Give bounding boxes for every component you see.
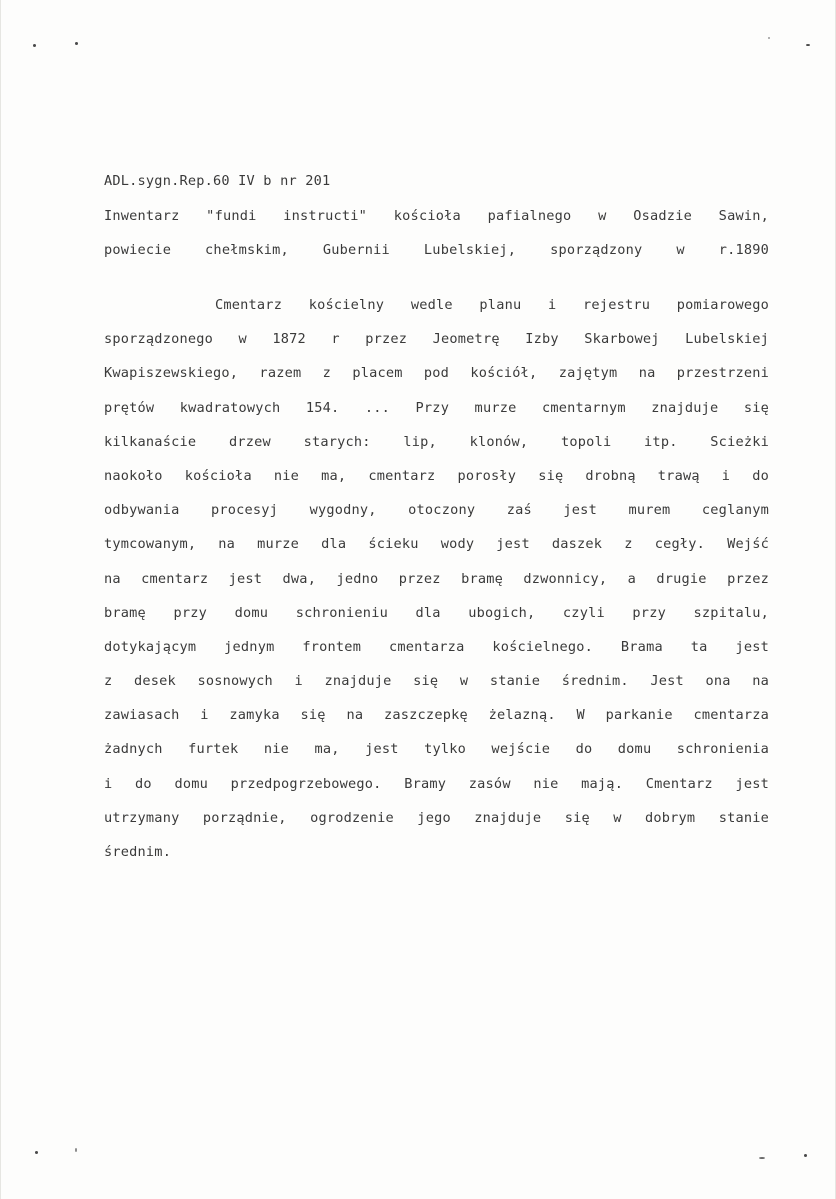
document-title-line: powiecie chełmskim, Gubernii Lubelskiej, sporządzony w r.1890 — [104, 242, 769, 258]
document-body — [104, 288, 769, 869]
scan-speck — [33, 44, 36, 47]
document-header — [104, 164, 769, 268]
body-line: tymcowanym, na murze dla ścieku wody jest daszek z cegły. Wejść — [104, 536, 769, 553]
archive-reference: ADL.sygn.Rep.60 IV b nr 201 — [104, 173, 331, 189]
body-line: bramę przy domu schronieniu dla ubogich, czyli przy szpitalu, — [104, 604, 769, 621]
body-line: zawiasach i zamyka się na zaszczepkę żelazną. W parkanie cmentarza — [104, 707, 769, 724]
body-line: sporządzonego w 1872 r przez Jeometrę Izby Skarbowej Lubelskiej — [104, 331, 769, 348]
body-line: kilkanaście drzew starych: lip, klonów, topoli itp. Scieżki — [104, 433, 769, 450]
body-line: dotykającym jednym frontem cmentarza kościelnego. Brama ta jest — [104, 638, 769, 655]
body-line: Kwapiszewskiego, razem z placem pod kościół, zajętym na przestrzeni — [104, 365, 769, 382]
scan-speck — [75, 42, 78, 45]
body-line: Cmentarz kościelny wedle planu i rejestru pomiarowego — [215, 297, 769, 313]
scan-speck — [806, 44, 810, 46]
body-line: prętów kwadratowych 154. ... Przy murze cmentarnym znajduje się — [104, 399, 769, 416]
body-line: żadnych furtek nie ma, jest tylko wejście do domu schronienia — [104, 741, 769, 758]
scan-speck — [759, 1157, 765, 1159]
body-line: naokoło kościoła nie ma, cmentarz porosły się drobną trawą i do — [104, 467, 769, 484]
document-title-line: Inwentarz "fundi instructi" kościoła pafialnego w Osadzie Sawin, — [104, 207, 769, 224]
body-line: utrzymany porządnie, ogrodzenie jego znajduje się w dobrym stanie — [104, 809, 769, 826]
body-line: i do domu przedpogrzebowego. Bramy zasów nie mają. Cmentarz jest — [104, 775, 769, 792]
body-line: odbywania procesyj wygodny, otoczony zaś jest murem ceglanym — [104, 502, 769, 519]
body-line: na cmentarz jest dwa, jedno przez bramę dzwonnicy, a drugie przez — [104, 570, 769, 587]
body-line: z desek sosnowych i znajduje się w stanie średnim. Jest ona na — [104, 673, 769, 690]
body-line: średnim. — [104, 844, 172, 860]
scan-speck — [35, 1151, 38, 1154]
scan-speck — [75, 1148, 77, 1152]
scan-speck — [804, 1154, 807, 1157]
scan-speck — [768, 37, 770, 39]
